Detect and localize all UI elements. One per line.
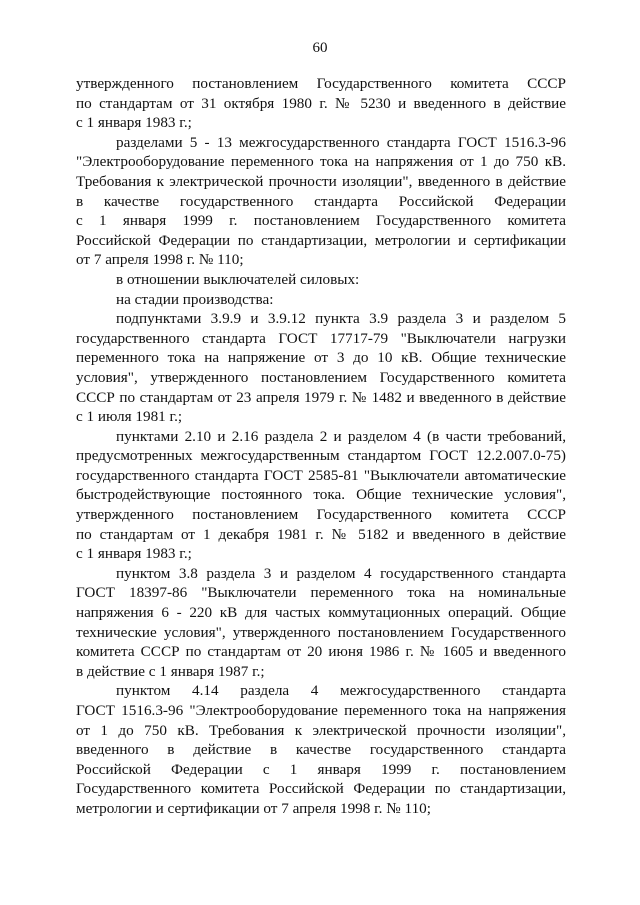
text-line: введенного в действие в качестве государственного стандарта [76,741,566,759]
text-line: утвержденного постановлением Государственного комитета СССР [76,75,566,92]
text-line: от 7 апреля 1998 г. № 110; [76,251,244,269]
paragraph [76,133,566,270]
paragraph [76,270,566,290]
paragraph [76,427,566,564]
text-line: в действие с 1 января 1987 г.; [76,662,265,680]
page-number: 60 [312,40,328,56]
text-line: Российской Федерации по стандартизации, метрологии и сертификации [76,231,566,249]
paragraph [76,74,566,133]
text-line: по стандартам от 31 октября 1980 г. № 5230 и введенного в действие [76,94,566,112]
text-line: ГОСТ 1516.3-96 "Электрооборудование переменного тока на напряжения [76,702,566,719]
text-line: пунктом 3.8 раздела 3 и разделом 4 государственного стандарта [116,564,566,582]
text-line: в качестве государственного стандарта Российской Федерации [76,192,566,210]
paragraph [76,681,566,818]
text-line: государственного стандарта ГОСТ 17717-79 "Выключатели нагрузки [76,329,566,347]
document-body [76,74,566,819]
text-line: напряжения 6 - 220 кВ для частых коммутационных операций. Общие [76,604,566,622]
text-line: переменного тока на напряжение от 3 до 10 кВ. Общие технические [76,349,566,367]
text-line: подпунктами 3.9.9 и 3.9.12 пункта 3.9 раздела 3 и разделом 5 [116,310,566,328]
text-line: с 1 января 1999 г. постановлением Государственного комитета [76,212,566,230]
text-line: в отношении выключателей силовых: [116,270,360,288]
text-line: метрологии и сертификации от 7 апреля 1998 г. № 110; [76,799,431,817]
text-line: условия", утвержденного постановлением Государственного комитета [76,368,566,386]
text-line: "Электрооборудование переменного тока на напряжения от 1 до 750 кВ. [76,153,566,171]
text-line: пунктом 4.14 раздела 4 межгосударственного стандарта [116,682,566,700]
text-line: СССР по стандартам от 23 апреля 1979 г. № 1482 и введенного в действие [76,388,566,406]
text-line: на стадии производства: [116,290,274,308]
text-line: Российской Федерации с 1 января 1999 г. постановлением [76,760,566,778]
text-line: быстродействующие постоянного тока. Общие технические условия", [76,486,566,504]
text-line: утвержденного постановлением Государственного комитета СССР [76,506,566,524]
text-line: Государственного комитета Российской Федерации по стандартизации, [76,780,566,798]
text-line: от 1 до 750 кВ. Требования к электрической прочности изоляции", [76,721,566,739]
text-line: пунктами 2.10 и 2.16 раздела 2 и разделом 4 (в части требований, [116,427,566,445]
text-line: технические условия", утвержденного постановлением Государственного [76,623,566,641]
text-line: с 1 января 1983 г.; [76,114,192,132]
text-line: с 1 июля 1981 г.; [76,408,183,426]
text-line: с 1 января 1983 г.; [76,545,192,563]
text-line: разделами 5 - 13 межгосударственного стандарта ГОСТ 1516.3-96 [116,133,566,151]
paragraph [76,564,566,682]
text-line: Требования к электрической прочности изоляции", введенного в действие [76,172,566,190]
text-line: государственного стандарта ГОСТ 2585-81 "Выключатели автоматические [76,466,566,484]
text-line: по стандартам от 1 декабря 1981 г. № 5182 и введенного в действие [76,525,566,543]
paragraph [76,309,566,427]
text-line: ГОСТ 18397-86 "Выключатели переменного тока на номинальные [76,584,566,602]
text-line: комитета СССР по стандартам от 20 июня 1986 г. № 1605 и введенного [76,643,566,661]
paragraph [76,290,566,310]
text-line: предусмотренных межгосударственным стандартом ГОСТ 12.2.007.0-75) [76,447,566,465]
